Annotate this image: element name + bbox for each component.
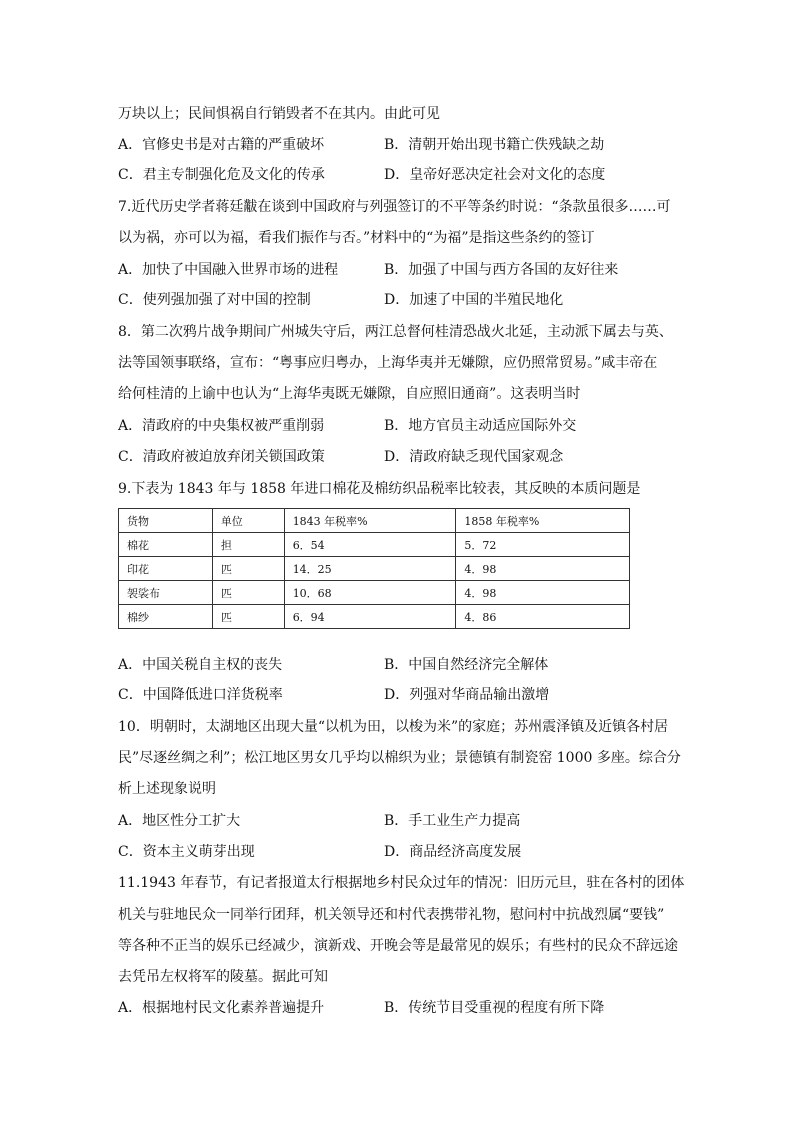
table-cell: 4．98 [456, 581, 630, 605]
q7-option-c: C．使列强加强了对中国的控制 [118, 292, 311, 308]
q10-option-c: C．资本主义萌芽出现 [118, 844, 255, 860]
table-cell: 棉纱 [119, 605, 213, 629]
q6-stem-tail: 万块以上；民间惧祸自行销毁者不在其内。由此可见 [118, 106, 440, 122]
q7-option-a: A．加快了中国融入世界市场的进程 [118, 262, 339, 278]
q7-option-b: B．加强了中国与西方各国的友好往来 [384, 262, 619, 278]
q11-option-a: A．根据地村民文化素养普遍提升 [118, 1000, 325, 1016]
q9-stem: 9.下表为 1843 年与 1858 年进口棉花及棉纺织品税率比较表，其反映的本质问题是 [118, 481, 641, 497]
table-header-cell: 单位 [212, 509, 284, 533]
q7-stem-line1: 7.近代历史学者蒋廷黻在谈到中国政府与列强签订的不平等条约时说：“条款虽很多……可 [118, 199, 671, 215]
q8-option-c: C．清政府被迫放弃闭关锁国政策 [118, 449, 325, 465]
q11-option-b: B．传统节目受重视的程度有所下降 [384, 1000, 605, 1016]
table-cell: 10．68 [284, 581, 456, 605]
table-cell: 14．25 [284, 557, 456, 581]
q8-option-b: B．地方官员主动适应国际外交 [384, 418, 577, 434]
q10-option-a: A．地区性分工扩大 [118, 813, 241, 829]
table-cell: 匹 [212, 605, 284, 629]
table-header-cell: 货物 [119, 509, 213, 533]
table-cell: 担 [212, 533, 284, 557]
q9-option-b: B．中国自然经济完全解体 [384, 657, 549, 673]
table-header-cell: 1843 年税率% [284, 509, 456, 533]
q11-stem-line3: 等各种不正当的娱乐已经减少，演新戏、开晚会等是最常见的娱乐；有些村的民众不辞远途 [118, 938, 678, 954]
q7-option-d: D．加速了中国的半殖民地化 [384, 292, 564, 308]
q8-option-d: D．清政府缺乏现代国家观念 [384, 449, 564, 465]
table-header-row [119, 509, 630, 533]
table-cell: 匹 [212, 557, 284, 581]
table-cell: 4．98 [456, 557, 630, 581]
table-row [119, 557, 630, 581]
tariff-table [118, 508, 630, 629]
q8-stem-line2: 法等国领事联络，宣布：“粤事应归粤办，上海华夷并无嫌隙，应仍照常贸易。”咸丰帝在 [118, 355, 658, 371]
table-cell: 匹 [212, 581, 284, 605]
q10-stem-line2: 民”尽逐丝绸之利”；松江地区男女几乎均以棉织为业；景德镇有制瓷窑 1000 多座。综合分 [118, 750, 681, 766]
table-cell: 6．54 [284, 533, 456, 557]
q6-option-b: B．清朝开始出现书籍亡佚残缺之劫 [384, 137, 605, 153]
q8-stem-line3: 给何桂清的上谕中也认为“上海华夷既无嫌隙，自应照旧通商”。这表明当时 [118, 386, 581, 402]
table-cell: 袈裟布 [119, 581, 213, 605]
q6-option-c: C．君主专制强化危及文化的传承 [118, 167, 325, 183]
q11-stem-line1: 11.1943 年春节，有记者报道太行根据地乡村民众过年的情况：旧历元旦，驻在各村的团体 [118, 875, 685, 891]
q9-option-a: A．中国关税自主权的丧失 [118, 657, 283, 673]
table-header-cell: 1858 年税率% [456, 509, 630, 533]
table-cell: 4．86 [456, 605, 630, 629]
q9-option-d: D．列强对华商品输出激增 [384, 687, 550, 703]
q6-option-d: D．皇帝好恶决定社会对文化的态度 [384, 167, 606, 183]
q9-option-c: C．中国降低进口洋货税率 [118, 687, 283, 703]
table-cell: 棉花 [119, 533, 213, 557]
q11-stem-line4: 去凭吊左权将军的陵墓。据此可知 [118, 969, 328, 985]
table-row [119, 605, 630, 629]
q8-option-a: A．清政府的中央集权被严重削弱 [118, 418, 325, 434]
table-cell: 印花 [119, 557, 213, 581]
q11-stem-line2: 机关与驻地民众一同举行团拜，机关领导还和村代表携带礼物，慰问村中抗战烈属“要钱” [118, 907, 665, 923]
q10-option-b: B．手工业生产力提高 [384, 813, 521, 829]
q10-option-d: D．商品经济高度发展 [384, 844, 522, 860]
table-cell: 5．72 [456, 533, 630, 557]
q8-stem-line1: 8．第二次鸦片战争期间广州城失守后，两江总督何桂清恐战火北延，主动派下属去与英、 [118, 324, 673, 340]
table-row [119, 533, 630, 557]
q10-stem-line3: 析上述现象说明 [118, 781, 216, 797]
table-cell: 6．94 [284, 605, 456, 629]
q10-stem-line1: 10．明朝时，太湖地区出现大量“以机为田，以梭为米”的家庭；苏州震泽镇及近镇各村居 [118, 719, 669, 735]
q7-stem-line2: 以为祸，亦可以为福，看我们振作与否。”材料中的“为福”是指这些条约的签订 [118, 230, 595, 246]
q6-option-a: A．官修史书是对古籍的严重破坏 [118, 137, 325, 153]
table-row [119, 581, 630, 605]
